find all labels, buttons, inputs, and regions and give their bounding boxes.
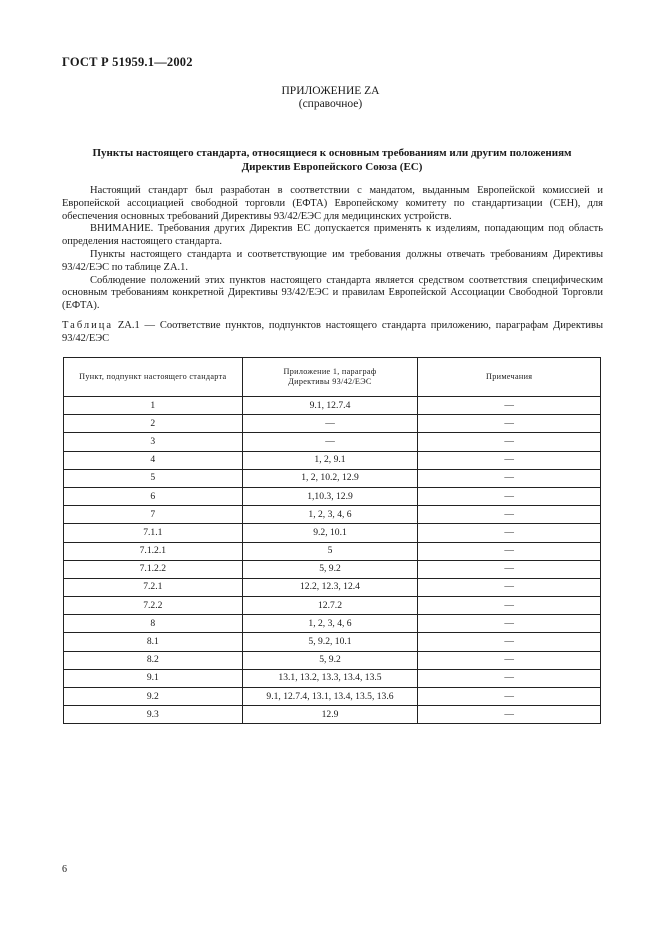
cell-annex-paragraph: 12.7.2 xyxy=(242,597,418,615)
table-row xyxy=(64,451,601,469)
cell-notes: — xyxy=(418,397,601,415)
cell-annex-paragraph: — xyxy=(242,415,418,433)
header-annex-paragraph-line-2: Директивы 93/42/ЕЭС xyxy=(288,377,372,386)
cell-notes: — xyxy=(418,578,601,596)
table-row xyxy=(64,433,601,451)
cell-notes: — xyxy=(418,506,601,524)
table-row xyxy=(64,469,601,487)
cell-annex-paragraph: 9.1, 12.7.4 xyxy=(242,397,418,415)
cell-notes: — xyxy=(418,615,601,633)
section-heading-line-2: Директив Европейского Союза (ЕС) xyxy=(241,161,423,173)
cell-clause: 9.3 xyxy=(64,706,243,724)
cell-notes: — xyxy=(418,560,601,578)
paragraph-1: Настоящий стандарт был разработан в соответствии с мандатом, выданным Европейской комиссией и Европейской ассоциацией свободной торговли (ЕФТА) Европейскому комитету по стандартизации (СЕН), для обеспечения основных требований Директивы 93/42/ЕЭС для медицинских устройств. xyxy=(62,185,603,222)
cell-annex-paragraph: 9.2, 10.1 xyxy=(242,524,418,542)
cell-notes: — xyxy=(418,706,601,724)
table-caption-text: ZA.1 — Соответствие пунктов, подпунктов настоящего стандарта приложению, параграфам Директивы 93/42/ЕЭС xyxy=(62,320,603,344)
cell-clause: 8.2 xyxy=(64,651,243,669)
cell-annex-paragraph: 1, 2, 3, 4, 6 xyxy=(242,506,418,524)
table-row xyxy=(64,415,601,433)
cell-clause: 2 xyxy=(64,415,243,433)
cell-clause: 3 xyxy=(64,433,243,451)
table-row xyxy=(64,688,601,706)
cell-annex-paragraph: 5, 9.2 xyxy=(242,560,418,578)
cell-notes: — xyxy=(418,433,601,451)
cell-clause: 8.1 xyxy=(64,633,243,651)
table-row xyxy=(64,706,601,724)
table-row xyxy=(64,524,601,542)
cell-annex-paragraph: 1,10.3, 12.9 xyxy=(242,487,418,505)
cell-annex-paragraph: 12.9 xyxy=(242,706,418,724)
paragraph-4: Соблюдение положений этих пунктов настоящего стандарта является средством соответствия специфическим основным требованиям конкретной Директивы 93/42/ЕЭС и правилам Европейской Ассоциации Свободной Торговли (ЕФТА). xyxy=(62,274,603,312)
paragraph-3: Пункты настоящего стандарта и соответствующие им требования должны отвечать требованиям Директивы 93/42/ЕЭС по таблице ZA.1. xyxy=(62,248,603,273)
paragraph-2: ВНИМАНИЕ. Требования других Директив ЕС допускается применять к изделиям, попадающим под область определения настоящего стандарта. xyxy=(62,223,603,248)
cell-clause: 5 xyxy=(64,469,243,487)
cell-notes: — xyxy=(418,415,601,433)
section-heading-line-1: Пункты настоящего стандарта, относящиеся к основным требованиям или другим положениям xyxy=(92,147,572,159)
cell-notes: — xyxy=(418,651,601,669)
cell-annex-paragraph: 5, 9.2, 10.1 xyxy=(242,633,418,651)
annex-subtitle: (справочное) xyxy=(298,98,363,110)
document-code: ГОСТ Р 51959.1—2002 xyxy=(62,55,193,69)
annex-title: ПРИЛОЖЕНИЕ ZA xyxy=(281,85,380,97)
cell-clause: 7 xyxy=(64,506,243,524)
table-row xyxy=(64,615,601,633)
cell-notes: — xyxy=(418,469,601,487)
cell-notes: — xyxy=(418,597,601,615)
cell-notes: — xyxy=(418,487,601,505)
table-row xyxy=(64,669,601,687)
cell-annex-paragraph: 12.2, 12.3, 12.4 xyxy=(242,578,418,596)
cell-notes: — xyxy=(418,451,601,469)
cell-clause: 7.1.1 xyxy=(64,524,243,542)
table-row xyxy=(64,560,601,578)
body-text xyxy=(62,185,603,313)
header-clause: Пункт, подпункт настоящего стандарта xyxy=(64,358,243,397)
cell-annex-paragraph: 13.1, 13.2, 13.3, 13.4, 13.5 xyxy=(242,669,418,687)
table-row xyxy=(64,506,601,524)
cell-clause: 7.1.2.1 xyxy=(64,542,243,560)
cell-annex-paragraph: 1, 2, 3, 4, 6 xyxy=(242,615,418,633)
cell-notes: — xyxy=(418,524,601,542)
table-row xyxy=(64,397,601,415)
table-caption-label: Таблица xyxy=(62,320,114,331)
table-row xyxy=(64,487,601,505)
cell-clause: 8 xyxy=(64,615,243,633)
cell-clause: 6 xyxy=(64,487,243,505)
table-body xyxy=(64,397,601,724)
section-heading xyxy=(62,146,602,174)
cell-clause: 9.1 xyxy=(64,669,243,687)
table-row xyxy=(64,651,601,669)
cell-notes: — xyxy=(418,669,601,687)
cell-annex-paragraph: 1, 2, 9.1 xyxy=(242,451,418,469)
table-row xyxy=(64,633,601,651)
cell-clause: 7.2.1 xyxy=(64,578,243,596)
correspondence-table xyxy=(63,357,601,724)
table-row xyxy=(64,578,601,596)
cell-clause: 1 xyxy=(64,397,243,415)
header-annex-paragraph xyxy=(242,358,418,397)
cell-clause: 4 xyxy=(64,451,243,469)
cell-clause: 7.2.2 xyxy=(64,597,243,615)
cell-annex-paragraph: 5 xyxy=(242,542,418,560)
cell-notes: — xyxy=(418,542,601,560)
page-number: 6 xyxy=(62,864,67,875)
cell-annex-paragraph: 5, 9.2 xyxy=(242,651,418,669)
table-row xyxy=(64,542,601,560)
table-header-row xyxy=(64,358,601,397)
table-caption xyxy=(62,320,603,346)
cell-annex-paragraph: — xyxy=(242,433,418,451)
table-row xyxy=(64,597,601,615)
cell-annex-paragraph: 9.1, 12.7.4, 13.1, 13.4, 13.5, 13.6 xyxy=(242,688,418,706)
cell-clause: 7.1.2.2 xyxy=(64,560,243,578)
annex-title-block xyxy=(0,85,661,111)
cell-notes: — xyxy=(418,633,601,651)
cell-notes: — xyxy=(418,688,601,706)
cell-annex-paragraph: 1, 2, 10.2, 12.9 xyxy=(242,469,418,487)
cell-clause: 9.2 xyxy=(64,688,243,706)
header-notes: Примечания xyxy=(418,358,601,397)
header-annex-paragraph-line-1: Приложение 1, параграф xyxy=(283,367,377,376)
